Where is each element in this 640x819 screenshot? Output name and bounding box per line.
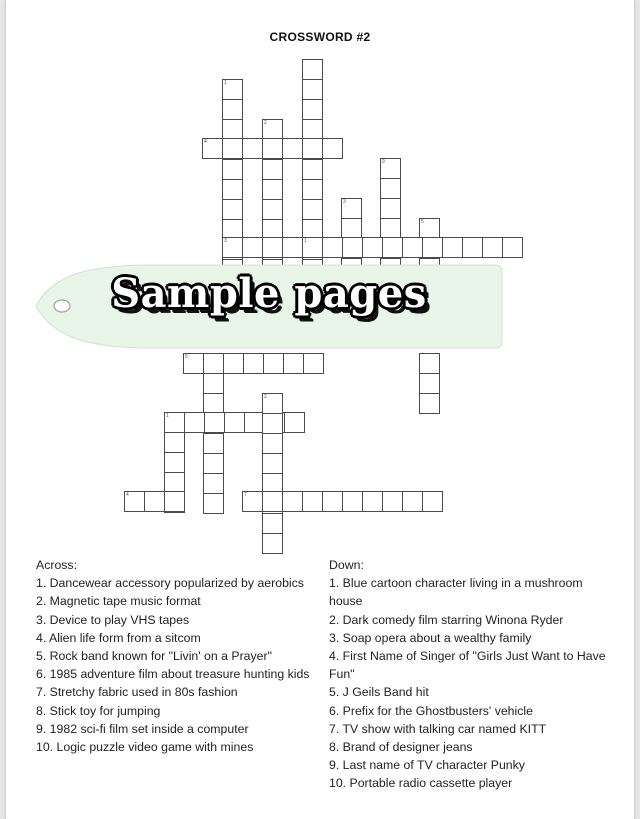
across-clue: 8. Stick toy for jumping xyxy=(36,703,161,718)
clue-number: 5 xyxy=(185,354,188,360)
crossword-cell[interactable] xyxy=(382,491,403,512)
crossword-cell[interactable] xyxy=(303,353,324,374)
clue-number: 2 xyxy=(264,394,267,400)
crossword-cell[interactable] xyxy=(242,138,263,159)
down-clue: 10. Portable radio cassette player xyxy=(329,776,513,791)
crossword-cell[interactable] xyxy=(262,237,283,258)
crossword-cell[interactable] xyxy=(262,453,283,474)
crossword-cell[interactable] xyxy=(224,412,245,433)
down-clue: 8. Brand of designer jeans xyxy=(329,740,473,755)
puzzle-title: CROSSWORD #2 xyxy=(269,30,371,44)
clue-number: 2 xyxy=(264,120,267,126)
across-clue: 5. Rock band known for "Livin' on a Prayer" xyxy=(36,649,272,664)
crossword-cell[interactable] xyxy=(402,491,423,512)
crossword-cell[interactable] xyxy=(222,79,243,100)
crossword-cell[interactable] xyxy=(380,198,401,219)
crossword-cell[interactable] xyxy=(262,138,283,159)
crossword-cell[interactable] xyxy=(419,373,440,394)
clue-number: 3 xyxy=(343,199,346,205)
crossword-cell[interactable] xyxy=(204,412,225,433)
crossword-cell[interactable] xyxy=(302,79,323,100)
crossword-cell[interactable] xyxy=(419,218,440,239)
crossword-cell[interactable] xyxy=(341,218,362,239)
crossword-cell[interactable] xyxy=(222,99,243,120)
crossword-cell[interactable] xyxy=(362,237,383,258)
clue-number: 1 xyxy=(166,413,169,419)
crossword-cell[interactable] xyxy=(262,119,283,140)
crossword-cell[interactable] xyxy=(124,491,145,512)
crossword-cell[interactable] xyxy=(242,491,263,512)
clue-number: 7 xyxy=(244,492,247,498)
crossword-cell[interactable] xyxy=(362,491,383,512)
crossword-cell[interactable] xyxy=(203,453,224,474)
clue-number: 5 xyxy=(421,219,424,225)
crossword-cell[interactable] xyxy=(262,513,283,534)
crossword-cell[interactable] xyxy=(262,179,283,200)
crossword-cell[interactable] xyxy=(222,199,243,220)
crossword-cell[interactable] xyxy=(419,353,440,374)
across-clues xyxy=(36,556,326,756)
crossword-cell[interactable] xyxy=(302,179,323,200)
crossword-cell[interactable] xyxy=(222,237,243,258)
crossword-cell[interactable] xyxy=(422,491,443,512)
crossword-cell[interactable] xyxy=(302,138,323,159)
crossword-cell[interactable] xyxy=(164,472,185,493)
crossword-cell[interactable] xyxy=(223,353,244,374)
crossword-cell[interactable] xyxy=(164,412,185,433)
across-clue: 9. 1982 sci-fi film set inside a computer xyxy=(36,721,249,736)
across-heading: Across: xyxy=(36,558,77,572)
across-clue: 1. Dancewear accessory popularized by aerobics xyxy=(36,576,304,591)
down-clue: 7. TV show with talking car named KITT xyxy=(329,721,547,736)
crossword-cell[interactable] xyxy=(262,393,283,414)
crossword-cell[interactable] xyxy=(263,353,284,374)
crossword-cell[interactable] xyxy=(202,138,223,159)
clue-number: 4 xyxy=(126,492,129,498)
crossword-cell[interactable] xyxy=(164,432,185,453)
crossword-cell[interactable] xyxy=(342,237,363,258)
crossword-cell[interactable] xyxy=(419,393,440,414)
crossword-cell[interactable] xyxy=(342,491,363,512)
crossword-cell[interactable] xyxy=(502,237,523,258)
crossword-cell[interactable] xyxy=(262,413,283,434)
crossword-cell[interactable] xyxy=(302,59,323,80)
crossword-cell[interactable] xyxy=(262,159,283,180)
crossword-cell[interactable] xyxy=(164,491,185,512)
crossword-cell[interactable] xyxy=(222,179,243,200)
clue-number: 9 xyxy=(382,159,385,165)
across-clue: 3. Device to play VHS tapes xyxy=(36,612,190,627)
crossword-cell[interactable] xyxy=(262,433,283,454)
crossword-cell[interactable] xyxy=(262,533,283,554)
crossword-cell[interactable] xyxy=(282,138,303,159)
crossword-cell[interactable] xyxy=(402,237,423,258)
across-clue: 6. 1985 adventure film about treasure hunting kids xyxy=(36,667,310,682)
crossword-cell[interactable] xyxy=(302,99,323,120)
across-clue: 10. Logic puzzle video game with mines xyxy=(36,740,254,755)
crossword-cell[interactable] xyxy=(302,199,323,220)
down-clue: 1. Blue cartoon character living in a mushroom house xyxy=(329,576,583,609)
crossword-cell[interactable] xyxy=(380,218,401,239)
crossword-cell[interactable] xyxy=(322,491,343,512)
crossword-cell[interactable] xyxy=(222,159,243,180)
down-clue: 6. Prefix for the Ghostbusters' vehicle xyxy=(329,703,533,718)
down-clues xyxy=(329,556,619,793)
crossword-cell[interactable] xyxy=(203,373,224,394)
crossword-cell[interactable] xyxy=(184,412,205,433)
crossword-cell[interactable] xyxy=(243,353,264,374)
crossword-cell[interactable] xyxy=(203,353,224,374)
down-clue: 3. Soap opera about a wealthy family xyxy=(329,630,532,645)
crossword-cell[interactable] xyxy=(341,198,362,219)
crossword-cell[interactable] xyxy=(203,493,224,514)
crossword-cell[interactable] xyxy=(382,237,403,258)
crossword-cell[interactable] xyxy=(322,237,343,258)
clue-number: 1 xyxy=(304,238,307,244)
crossword-cell[interactable] xyxy=(302,119,323,140)
crossword-cell[interactable] xyxy=(283,353,304,374)
crossword-cell[interactable] xyxy=(203,473,224,494)
crossword-cell[interactable] xyxy=(302,491,323,512)
across-clue: 4. Alien life form from a sitcom xyxy=(36,630,201,645)
across-clue: 7. Stretchy fabric used in 80s fashion xyxy=(36,685,238,700)
crossword-cell[interactable] xyxy=(302,237,323,258)
crossword-cell[interactable] xyxy=(164,452,185,473)
down-clue: 5. J Geils Band hit xyxy=(329,685,429,700)
crossword-cell[interactable] xyxy=(442,237,463,258)
crossword-cell[interactable] xyxy=(262,491,283,512)
crossword-cell[interactable] xyxy=(262,199,283,220)
clue-number: 1 xyxy=(224,80,227,86)
clue-number: 4 xyxy=(204,139,207,145)
crossword-cell[interactable] xyxy=(144,491,165,512)
crossword-cell[interactable] xyxy=(380,178,401,199)
crossword-cell[interactable] xyxy=(322,138,343,159)
crossword-cell[interactable] xyxy=(282,237,303,258)
crossword-cell[interactable] xyxy=(462,237,483,258)
crossword-cell[interactable] xyxy=(203,393,224,414)
across-clue: 2. Magnetic tape music format xyxy=(36,594,201,609)
crossword-cell[interactable] xyxy=(222,138,243,159)
crossword-cell[interactable] xyxy=(183,353,204,374)
crossword-cell[interactable] xyxy=(302,159,323,180)
crossword-cell[interactable] xyxy=(242,237,263,258)
clue-number: 3 xyxy=(224,238,227,244)
down-clue: 9. Last name of TV character Punky xyxy=(329,758,525,773)
crossword-cell[interactable] xyxy=(284,412,305,433)
watermark-text: Sample pages xyxy=(111,270,427,317)
crossword-cell[interactable] xyxy=(203,433,224,454)
crossword-cell[interactable] xyxy=(380,158,401,179)
down-heading: Down: xyxy=(329,558,364,572)
down-clue: 4. First Name of Singer of "Girls Just Want to Have Fun" xyxy=(329,649,606,682)
crossword-cell[interactable] xyxy=(422,237,443,258)
crossword-cell[interactable] xyxy=(222,119,243,140)
crossword-cell[interactable] xyxy=(482,237,503,258)
crossword-cell[interactable] xyxy=(282,491,303,512)
down-clue: 2. Dark comedy film starring Winona Ryder xyxy=(329,612,564,627)
